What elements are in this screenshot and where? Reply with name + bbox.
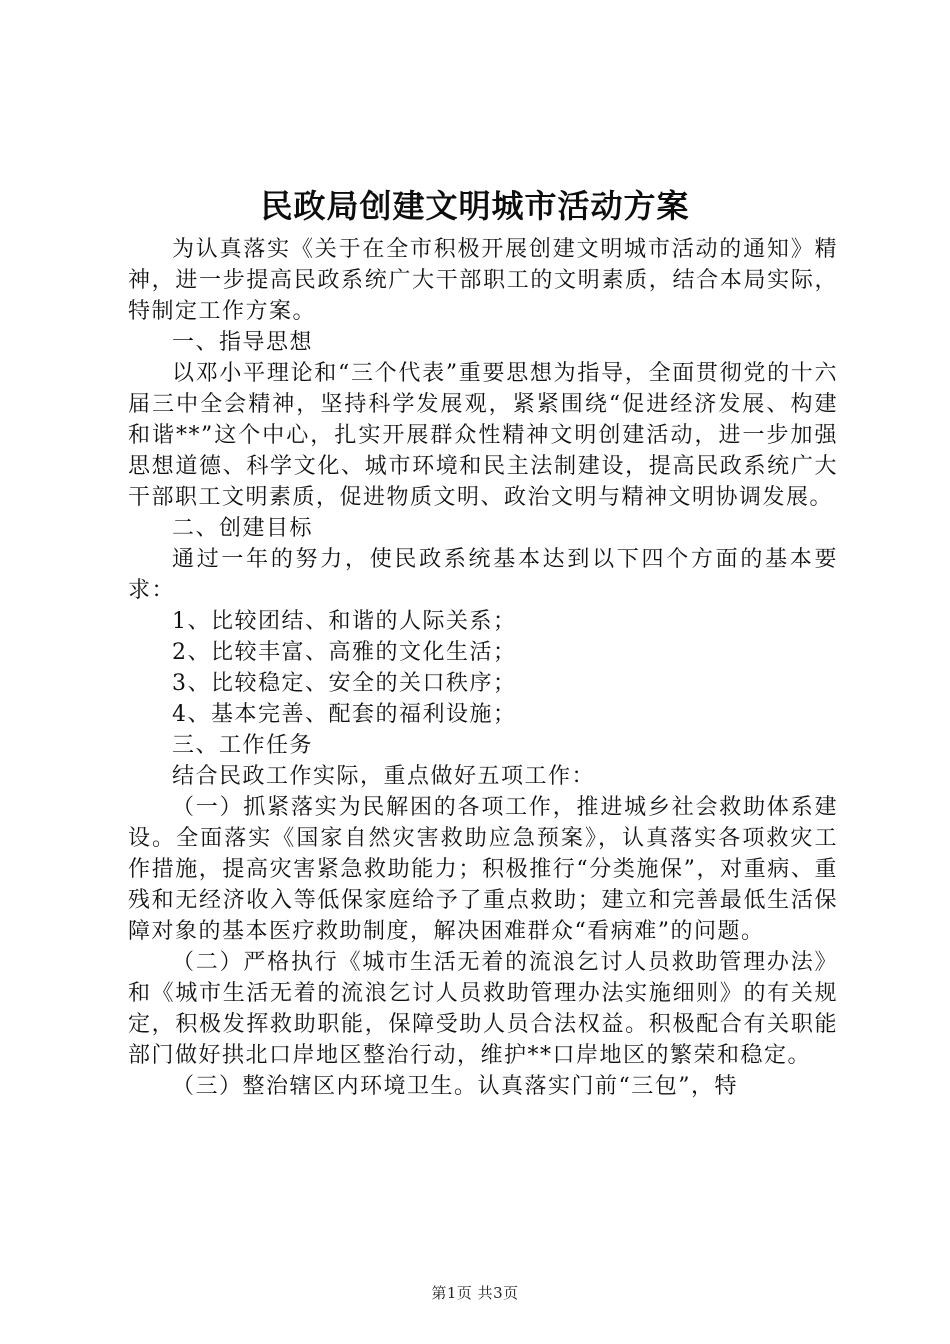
document-title: 民政局创建文明城市活动方案 <box>260 187 690 225</box>
goal-item: 1、比较团结、和谐的人际关系； <box>172 609 517 634</box>
task-paragraph: （三）整治辖区内环境卫生。认真落实门前“三包”，特 <box>172 1074 738 1099</box>
section-heading-goals: 二、创建目标 <box>172 516 314 541</box>
page-footer: 第1页 共3页 <box>431 1284 519 1302</box>
intro-paragraph: 为认真落实《关于在全市积极开展创建文明城市活动的通知》精神，进一步提高民政系统广大干部职工的文明素质，结合本局实际，特制定工作方案。 <box>128 237 838 324</box>
task-paragraph: （二）严格执行《城市生活无着的流浪乞讨人员救助管理办法》和《城市生活无着的流浪乞讨人员救助管理办法实施细则》的有关规定，积极发挥救助职能，保障受助人员合法权益。积极配合有关职能部门做好拱北口岸地区整治行动，维护**口岸地区的繁荣和稳定。 <box>128 950 838 1068</box>
task-paragraph: （一）抓紧落实为民解困的各项工作，推进城乡社会救助体系建设。全面落实《国家自然灾害救助应急预案》，认真落实各项救灾工作措施，提高灾害紧急救助能力；积极推行“分类施保”，对重病、重残和无经济收入等低保家庭给予了重点救助；建立和完善最低生活保障对象的基本医疗救助制度，解决困难群众“看病难”的问题。 <box>128 795 838 944</box>
goal-item: 3、比较稳定、安全的关口秩序； <box>172 671 517 696</box>
tasks-intro-paragraph: 结合民政工作实际，重点做好五项工作： <box>172 764 596 789</box>
goals-intro-paragraph: 通过一年的努力，使民政系统基本达到以下四个方面的基本要求： <box>128 547 838 603</box>
section-heading-tasks: 三、工作任务 <box>172 733 314 758</box>
goal-item: 4、基本完善、配套的福利设施； <box>172 702 517 727</box>
section-heading-guiding-ideology: 一、指导思想 <box>172 330 314 355</box>
document-body <box>128 234 838 1102</box>
goal-item: 2、比较丰富、高雅的文化生活； <box>172 640 517 665</box>
guiding-ideology-paragraph: 以邓小平理论和“三个代表”重要思想为指导，全面贯彻党的十六届三中全会精神，坚持科学发展观，紧紧围绕“促进经济发展、构建和谐**”这个中心，扎实开展群众性精神文明创建活动，进一步加强思想道德、科学文化、城市环境和民主法制建设，提高民政系统广大干部职工文明素质，促进物质文明、政治文明与精神文明协调发展。 <box>128 361 838 510</box>
